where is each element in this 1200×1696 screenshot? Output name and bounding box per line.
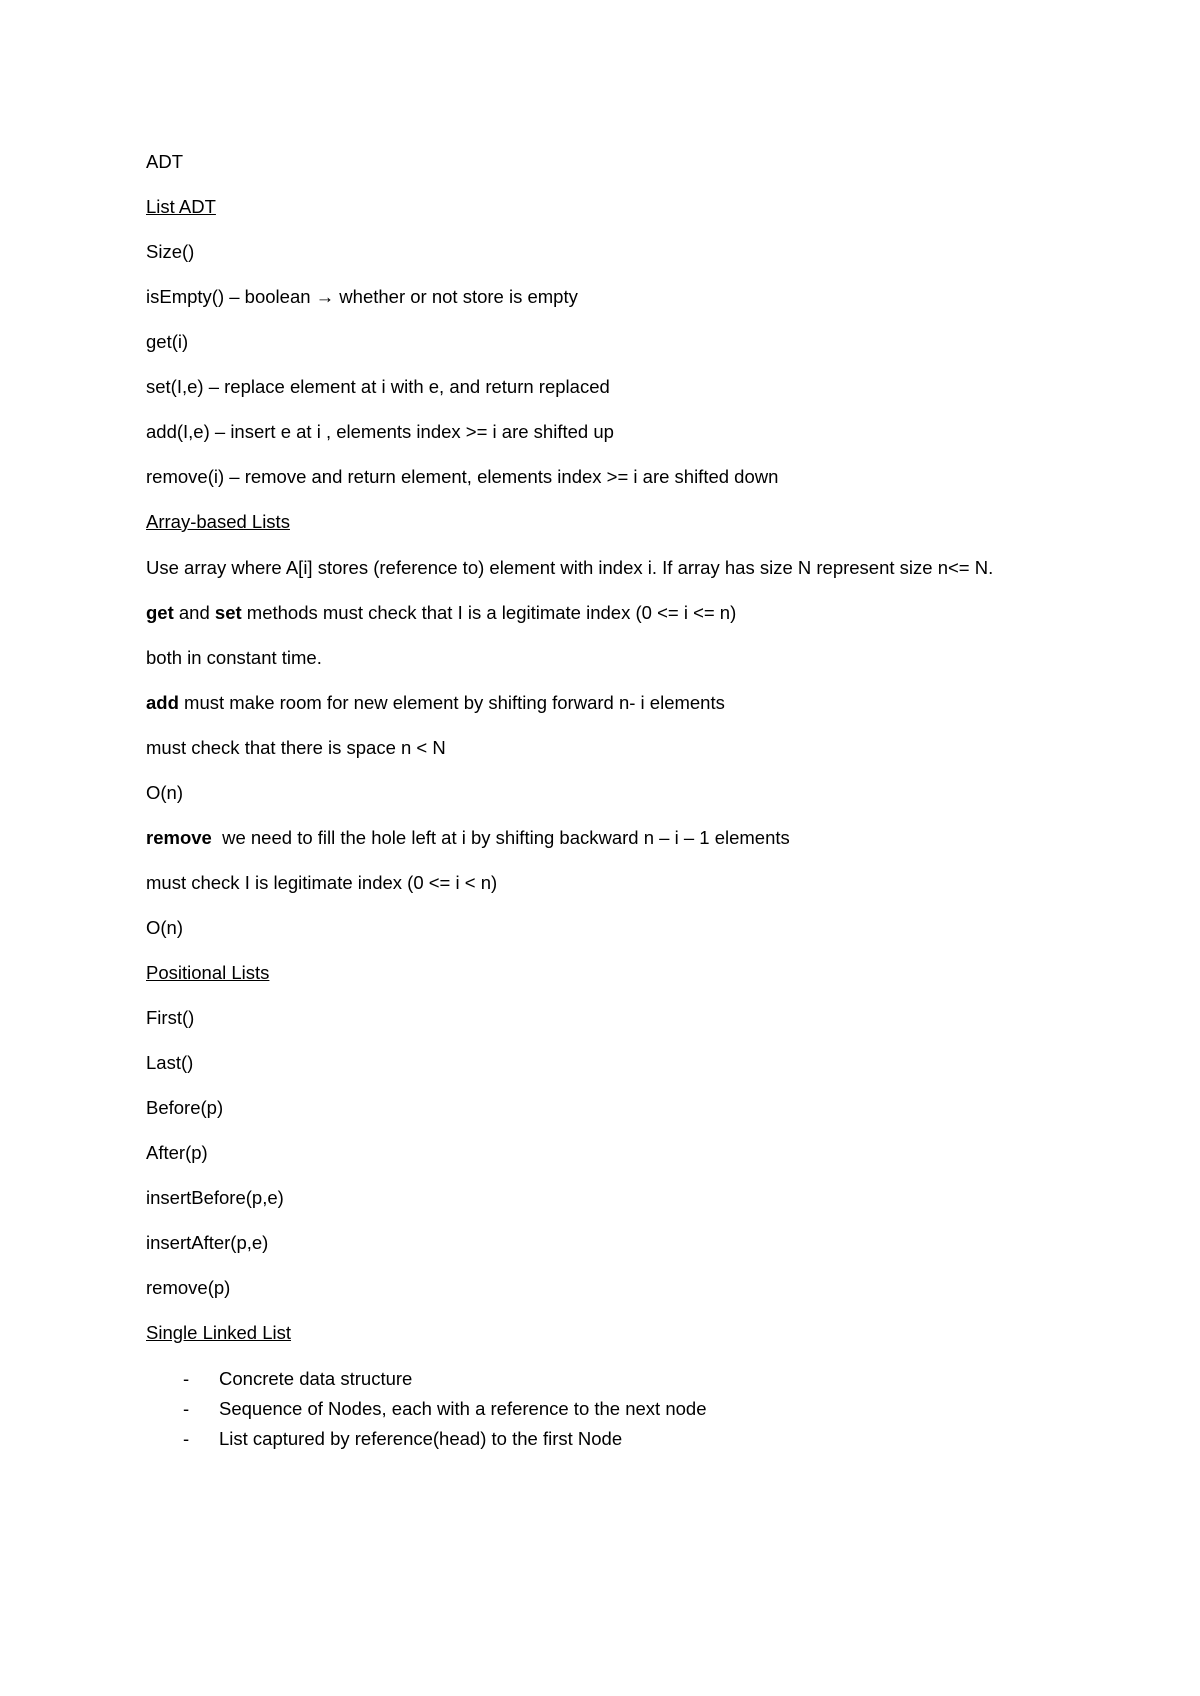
single-linked-list-heading: Single Linked List <box>146 1322 292 1343</box>
add-keyword: add <box>146 692 179 713</box>
positional-item: remove(p) <box>146 1277 231 1298</box>
positional-item: insertBefore(p,e) <box>146 1187 284 1208</box>
isempty-text: isEmpty() – boolean <box>146 286 316 307</box>
list-adt-remove: remove(i) – remove and return element, elements index >= i are shifted down <box>146 466 779 487</box>
getset-and-text: and <box>173 602 215 623</box>
list-adt-get: get(i) <box>146 331 189 352</box>
positional-lists-heading: Positional Lists <box>146 962 270 983</box>
getset-rest-text: methods must check that I is a legitimate index (0 <= i <= n) <box>241 602 737 623</box>
add-rest-text: must make room for new element by shifting forward n- i elements <box>178 692 725 713</box>
array-lists-add <box>146 689 1066 717</box>
dash-bullet-icon: - <box>183 1368 190 1389</box>
arrow-right-icon: → <box>315 286 335 307</box>
document-body <box>146 148 1066 1454</box>
array-lists-add-complexity: O(n) <box>146 782 183 803</box>
list-adt-isempty <box>146 283 1066 311</box>
list-adt-add: add(I,e) – insert e at i , elements index >= i are shifted up <box>146 421 614 442</box>
remove-keyword: remove <box>146 827 212 848</box>
array-lists-remove <box>146 824 1066 852</box>
list-adt-size: Size() <box>146 241 195 262</box>
isempty-rest-text: whether or not store is empty <box>334 286 578 307</box>
get-keyword: get <box>146 602 174 623</box>
dash-bullet-icon: - <box>183 1398 190 1419</box>
list-adt-heading: List ADT <box>146 196 216 217</box>
list-item <box>146 1394 1066 1424</box>
list-item <box>146 1364 1066 1394</box>
positional-item: After(p) <box>146 1142 208 1163</box>
array-lists-description: Use array where A[i] stores (reference to) element with index i. If array has size N represent size n<= N. <box>146 557 994 578</box>
list-item <box>146 1424 1066 1454</box>
positional-item: First() <box>146 1007 195 1028</box>
list-item-text: List captured by reference(head) to the first Node <box>219 1428 623 1449</box>
array-lists-remove-check: must check I is legitimate index (0 <= i < n) <box>146 872 498 893</box>
single-linked-list-bullets <box>146 1364 1066 1454</box>
list-item-text: Concrete data structure <box>219 1368 413 1389</box>
array-lists-getset <box>146 599 1066 627</box>
remove-rest-text: we need to fill the hole left at i by shifting backward n – i – 1 elements <box>211 827 790 848</box>
doc-title: ADT <box>146 151 183 172</box>
dash-bullet-icon: - <box>183 1428 190 1449</box>
list-adt-set: set(I,e) – replace element at i with e, and return replaced <box>146 376 610 397</box>
array-lists-heading: Array-based Lists <box>146 511 290 532</box>
set-keyword: set <box>214 602 242 623</box>
positional-item: Before(p) <box>146 1097 224 1118</box>
positional-item: insertAfter(p,e) <box>146 1232 269 1253</box>
array-lists-remove-complexity: O(n) <box>146 917 183 938</box>
array-lists-constant-time: both in constant time. <box>146 647 322 668</box>
positional-item: Last() <box>146 1052 194 1073</box>
list-item-text: Sequence of Nodes, each with a reference to the next node <box>219 1398 707 1419</box>
array-lists-add-check: must check that there is space n < N <box>146 737 446 758</box>
